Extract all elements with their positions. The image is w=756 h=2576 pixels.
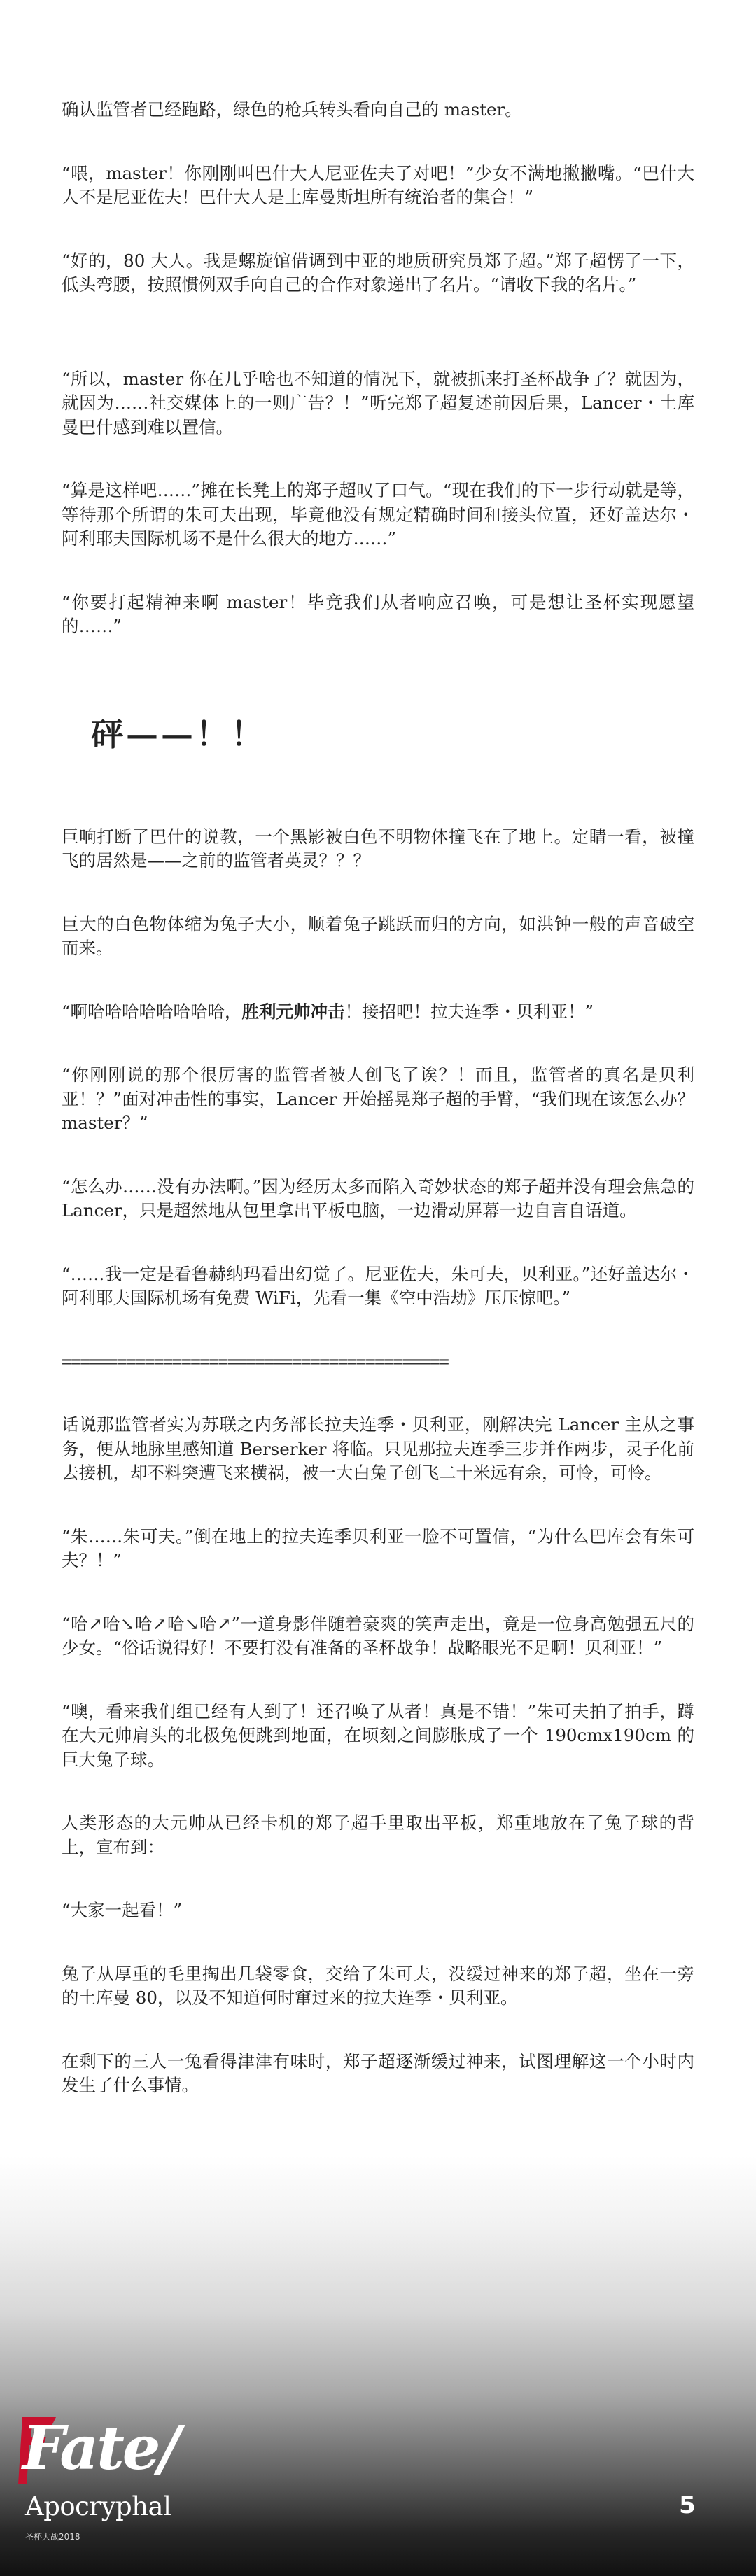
paragraph: “算是这样吧……”摊在长凳上的郑子超叹了口气。“现在我们的下一步行动就是等，等待那个所谓的朱可夫出现，毕竟他没有规定精确时间和接头位置，还好盖达尔・阿利耶夫国际机场不是什么很大的地方……” (62, 480, 694, 549)
paragraph-with-bold (62, 1000, 694, 1025)
paragraph: “大家一起看！” (62, 1900, 183, 1920)
paragraph: 确认监管者已经跑路，绿色的枪兵转头看向自己的 master。 (62, 99, 522, 120)
section-divider: ========================================== (62, 1351, 449, 1372)
fate-apocrypha-logo (20, 2413, 230, 2567)
paragraph: 在剩下的三人一兔看得津津有味时，郑子超逐渐缓过神来，试图理解这一个小时内发生了什么事情。 (62, 2050, 694, 2095)
paragraph: “哈↗哈↘哈↗哈↘哈↗”一道身影伴随着豪爽的笑声走出，竟是一位身高勉强五尺的少女。“俗话说得好！不要打没有准备的圣杯战争！战略眼光不足啊！贝利亚！” (62, 1613, 694, 1658)
paragraph: “喂，master！你刚刚叫巴什大人尼亚佐夫了对吧！”少女不满地撇撇嘴。“巴什大人不是尼亚佐夫！巴什大人是土库曼斯坦所有统治者的集合！” (62, 162, 694, 207)
bold-skill-name: 胜利元帅冲击 (241, 1001, 345, 1022)
paragraph: 巨响打断了巴什的说教，一个黑影被白色不明物体撞飞在了地上。定睛一看，被撞飞的居然是——之前的监管者英灵？？？ (62, 826, 694, 871)
paragraph: “……我一定是看鲁赫纳玛看出幻觉了。尼亚佐夫，朱可夫，贝利亚。”还好盖达尔・阿利耶夫国际机场有免费 WiFi，先看一集《空中浩劫》压压惊吧。” (62, 1263, 694, 1308)
paragraph: 人类形态的大元帅从已经卡机的郑子超手里取出平板，郑重地放在了兔子球的背上，宣布到： (62, 1813, 694, 1857)
logo-apocrypha-text: Apocryphal (25, 2491, 172, 2521)
sound-effect-heading: 砰——！！ (91, 715, 266, 753)
article-body (62, 98, 694, 2098)
paragraph-text: ！接招吧！拉夫连季・贝利亚！” (344, 1001, 594, 1022)
paragraph: “你刚刚说的那个很厉害的监管者被人创飞了诶？！而且，监管者的真名是贝利亚！？”面对冲击性的事实，Lancer 开始摇晃郑子超的手臂，“我们现在该怎么办？master？” (62, 1064, 694, 1133)
logo-fate-text: Fate/ (22, 2413, 178, 2484)
paragraph: “噢，看来我们组已经有人到了！还召唤了从者！真是不错！”朱可夫拍了拍手，蹲在大元帅肩头的北极兔便跳到地面，在顷刻之间膨胀成了一个 190cmx190cm 的巨大兔子球。 (62, 1701, 694, 1770)
paragraph: “怎么办……没有办法啊。”因为经历太多而陷入奇妙状态的郑子超并没有理会焦急的 Lancer，只是超然地从包里拿出平板电脑，一边滑动屏幕一边自言自语道。 (62, 1176, 694, 1220)
paragraph: “所以，master 你在几乎啥也不知道的情况下，就被抓来打圣杯战争了？就因为，就因为……社交媒体上的一则广告？！”听完郑子超复述前因后果，Lancer・土库曼巴什感到难以置信。 (62, 368, 694, 437)
logo-subtitle: 圣杯大战2018 (25, 2532, 80, 2542)
paragraph: “朱……朱可夫。”倒在地上的拉夫连季贝利亚一脸不可置信，“为什么巴库会有朱可夫？！” (62, 1526, 694, 1570)
paragraph-text: “啊哈哈哈哈哈哈哈哈， (62, 1001, 242, 1022)
paragraph: 兔子从厚重的毛里掏出几袋零食，交给了朱可夫，没缓过神来的郑子超，坐在一旁的土库曼 80，以及不知道何时窜过来的拉夫连季・贝利亚。 (62, 1963, 694, 2008)
paragraph: “好的，80 大人。我是螺旋馆借调到中亚的地质研究员郑子超。”郑子超愣了一下，低头弯腰，按照惯例双手向自己的合作对象递出了名片。“请收下我的名片。” (62, 250, 694, 295)
paragraph: 巨大的白色物体缩为兔子大小，顺着兔子跳跃而归的方向，如洪钟一般的声音破空而来。 (62, 913, 694, 958)
paragraph: 话说那监管者实为苏联之内务部长拉夫连季・贝利亚，刚解决完 Lancer 主从之事务，便从地脉里感知道 Berserker 将临。只见那拉夫连季三步并作两步，灵子化前去接机，却不料突遭飞来横祸，被一大白兔子创飞二十米远有余，可怜，可怜。 (62, 1414, 694, 1483)
paragraph: “你要打起精神来啊 master！毕竟我们从者响应召唤，可是想让圣杯实现愿望的……” (62, 591, 694, 636)
page-number: 5 (679, 2491, 696, 2519)
